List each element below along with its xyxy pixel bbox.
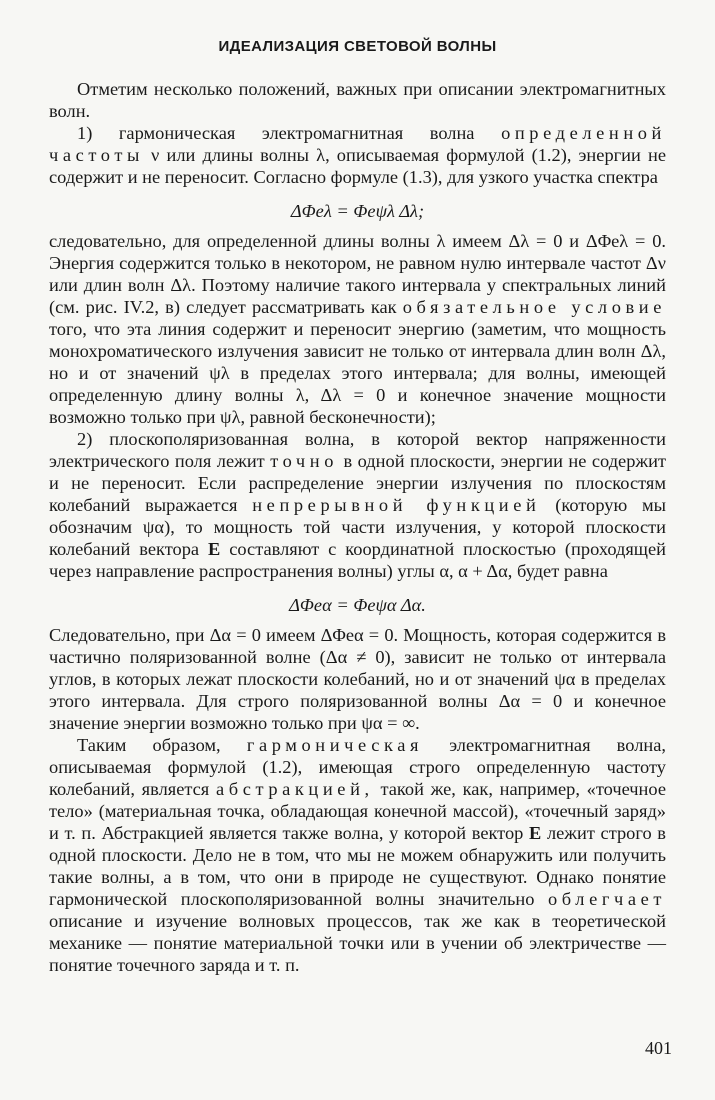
item-1-paragraph [49,122,666,188]
formula-2: ΔΦeα = Φeψα Δα. [289,595,426,615]
conclusion-spaced-emphasis-3: облегчает [548,889,666,909]
conclusion-text-g: лежит строго в одной плоскости. Дело не в том, что мы не можем обнаружить или получить такие волны, а в том, что они в природе не существуют. Однако понятие гармонической плоскополяризованной волны значительно [49,823,666,909]
vector-e-symbol-2: E [529,823,542,843]
vector-e-symbol: E [208,539,221,559]
running-header: ИДЕАЛИЗАЦИЯ СВЕТОВОЙ ВОЛНЫ [218,38,497,55]
item-1-cont-c: того, что эта линия содержит и переносит энергию (заметим, что мощность монохроматического излучения зависит не только от интервала длин волн Δλ, но и от значений ψλ в пределах этого интервала; для волны, имеющей определенную длину волны λ, Δλ = 0 и конечное значение мощности возможно только при ψλ, равной бесконечности); [49,319,666,427]
conclusion-text-e: такой же, как, например, «точечное тело» (материальная точка, обладающая конечной массой), «точечный заряд» и т. п. Абстракцией является также волна, у которой вектор [49,779,666,843]
item-1-continuation [49,230,666,428]
conclusion-spaced-emphasis-2: абстракцией, [215,779,374,799]
item-2-text-a: 2) плоскополяризованная волна, в которой вектор напряженности электрического поля лежит [49,429,666,471]
intro-paragraph: Отметим несколько положений, важных при описании электромагнитных волн. [49,79,666,121]
item-2-text-e: (которую мы обозначим ψα), то мощность той части излучения, у которой плоскости колебаний вектора [49,495,666,559]
item-1-text-c: ν или длины волны λ, описываемая формулой (1.2), энергии не содержит и не переносит. Согласно формуле (1.3), для узкого участка спектра [49,145,666,187]
item-2-spaced-emphasis-1: точно [270,451,338,471]
conclusion-text-i: описание и изучение волновых процессов, так же как в теоретической механике — понятие материальной точки или в учении об электричестве — понятие точечного заряда и т. п. [49,911,666,975]
item-1-text-a: 1) гармоническая электромагнитная волна [77,123,475,143]
item-1-cont-a: следовательно, для определенной длины волны λ имеем Δλ = 0 и ΔΦeλ = 0. Энергия содержится только в некотором, не равном нулю интервале частот Δν или длин волн Δλ. Поэтому наличие такого интервала у спектральных линий (см. рис. IV.2, в) следует рассматривать как [49,231,666,317]
item-1-spaced-emphasis: определенной частоты [49,123,666,165]
item-1-cont-spaced-emphasis: обязательное условие [402,297,666,317]
conclusion-text-a: Таким образом, [77,735,221,755]
item-2-text-g: составляют с координатной плоскостью (проходящей через направление распространения волны) углы α, α + Δα, будет равна [49,539,666,581]
item-2-spaced-emphasis-2: непрерывной функцией [252,495,541,515]
item-2-continuation: Следовательно, при Δα = 0 имеем ΔΦeα = 0. Мощность, которая содержится в частично поляризованной волне (Δα ≠ 0), зависит не только от интервала углов, в которых лежат плоскости колебаний, но и от значений ψα в пределах этого интервала. Для строго поляризованной волны Δα = 0 и конечное значение энергии возможно только при ψα = ∞. [49,625,666,733]
conclusion-spaced-emphasis-1: гармоническая [246,735,424,755]
page-number: 401 [645,1038,672,1058]
conclusion-text-c: электромагнитная волна, описываемая формулой (1.2), имеющая строго определенную частоту колебаний, является [49,735,666,799]
formula-1: ΔΦeλ = Φeψλ Δλ; [290,201,425,221]
item-2-paragraph [49,428,666,582]
item-2-text-c: в одной плоскости, энергии не содержит и не переносит. Если распределение энергии излучения по плоскостям колебаний выражается [49,451,667,515]
conclusion-paragraph [49,734,666,976]
page-body [49,78,666,976]
